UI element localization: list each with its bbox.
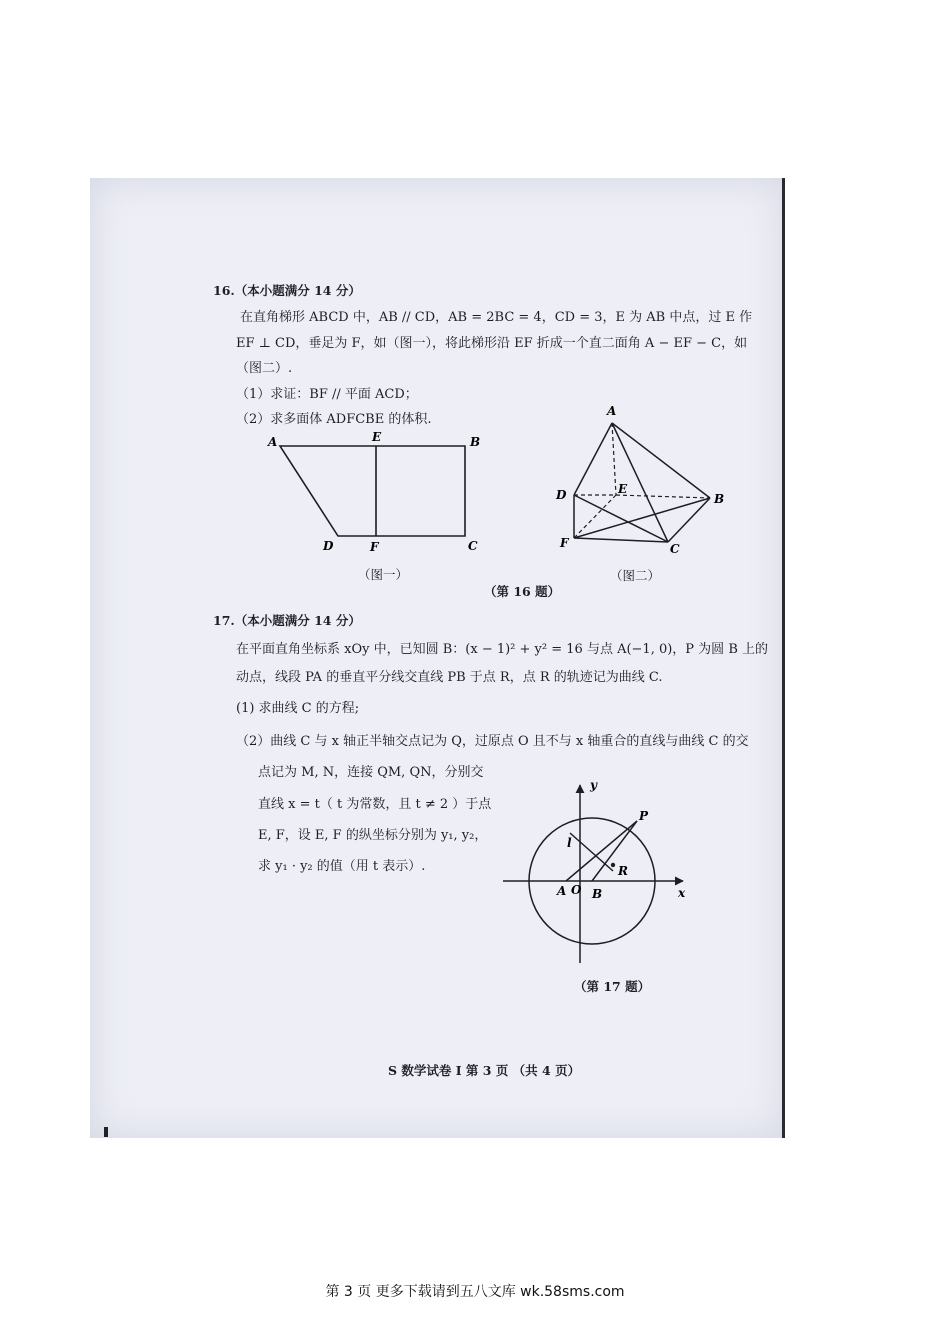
fig17-label-p: P <box>639 809 649 823</box>
fig2-label-e: E <box>618 482 628 496</box>
fig17-label-x: x <box>678 886 686 900</box>
q17-part2-line1: （2）曲线 C 与 x 轴正半轴交点记为 Q，过原点 O 且不与 x 轴重合的直线与曲线 C 的交 <box>236 734 749 749</box>
fig2-label-f: F <box>560 536 569 550</box>
fig17-label-b: B <box>592 887 603 901</box>
fig2-label-d: D <box>556 488 567 502</box>
q16-fig-caption: （第 16 题） <box>484 584 561 599</box>
q16-part2: （2）求多面体 ADFCBE 的体积. <box>236 412 432 427</box>
q17-fig-caption: （第 17 题） <box>574 979 651 994</box>
q17-part2-line3: 直线 x = t（ t 为常数，且 t ≠ 2 ）于点 <box>258 797 492 812</box>
q17-part2-line5: 求 y₁ · y₂ 的值（用 t 表示）. <box>258 859 426 874</box>
q16-part1: （1）求证：BF // 平面 ACD； <box>236 387 418 402</box>
q16-text-line3: （图二）. <box>236 361 293 376</box>
fig17-label-a: A <box>557 884 567 898</box>
fig17-label-y: y <box>590 778 597 792</box>
q17-figure <box>495 775 695 970</box>
fig17-label-r: R <box>618 864 628 878</box>
fig2-label-c: C <box>670 542 680 556</box>
scan-mark <box>104 1127 108 1137</box>
fig1-label-a: A <box>268 435 278 449</box>
scan-page-footer: S 数学试卷 I 第 3 页 （共 4 页） <box>388 1063 581 1078</box>
fig2-label-b: B <box>714 492 725 506</box>
scan-edge <box>782 178 785 1138</box>
fig1-label-c: C <box>468 539 478 553</box>
q16-figure2 <box>540 395 740 560</box>
fig1-label-f: F <box>370 540 379 554</box>
q17-part2-line2: 点记为 M, N，连接 QM, QN，分别交 <box>258 765 484 780</box>
q16-text-line1: 在直角梯形 ABCD 中，AB // CD，AB = 2BC = 4，CD = 3，E 为 AB 中点，过 E 作 <box>240 310 753 325</box>
fig17-label-l: l <box>567 836 572 850</box>
q16-fig2-caption: （图二） <box>610 568 661 583</box>
fig1-label-d: D <box>323 539 334 553</box>
q16-fig1-caption: （图一） <box>358 567 409 582</box>
page-footer: 第 3 页 更多下载请到五八文库 wk.58sms.com <box>325 1284 625 1300</box>
q17-text-line1: 在平面直角坐标系 xOy 中，已知圆 B：(x − 1)² + y² = 16 与点 A(−1, 0)，P 为圆 B 上的 <box>236 642 769 657</box>
q16-figure1 <box>250 428 490 558</box>
q17-header: 17.（本小题满分 14 分） <box>213 613 361 628</box>
fig2-label-a: A <box>607 404 617 418</box>
q16-text-line2: EF ⊥ CD，垂足为 F，如（图一），将此梯形沿 EF 折成一个直二面角 A − EF − C，如 <box>236 336 748 351</box>
q17-part2-line4: E, F，设 E, F 的纵坐标分别为 y₁, y₂， <box>258 828 488 843</box>
fig1-label-b: B <box>470 435 481 449</box>
q17-text-line2: 动点，线段 PA 的垂直平分线交直线 PB 于点 R，点 R 的轨迹记为曲线 C. <box>236 670 663 685</box>
fig17-label-o: O <box>571 883 582 897</box>
fig1-label-e: E <box>372 430 382 444</box>
q16-header: 16.（本小题满分 14 分） <box>213 283 361 298</box>
q17-part1: (1) 求曲线 C 的方程; <box>236 701 360 716</box>
